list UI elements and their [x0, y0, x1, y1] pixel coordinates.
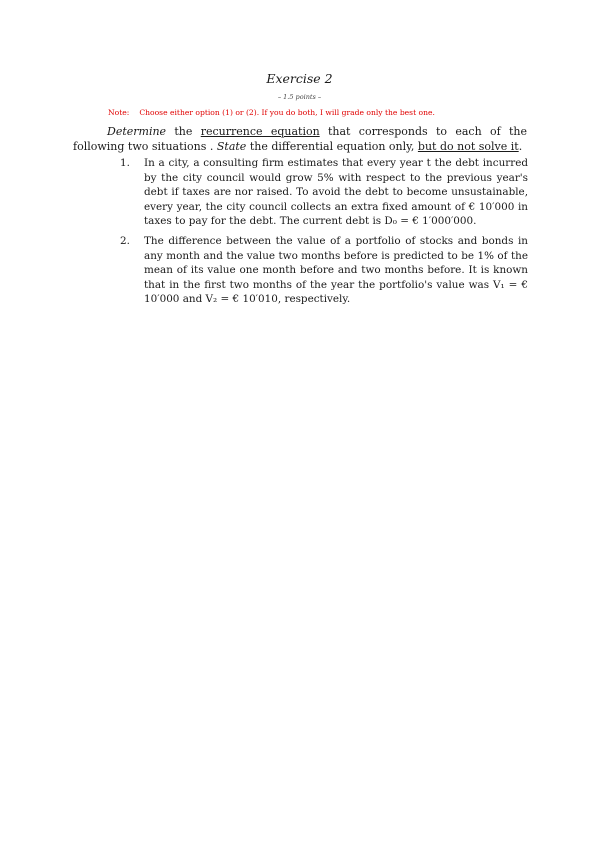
intro-do-not-solve: but do not solve it — [417, 140, 519, 153]
note — [108, 108, 435, 117]
note-text: Choose either option (1) or (2). If you do both, I will grade only the best one. — [139, 108, 435, 117]
item-text: The difference between the value of a portfolio of stocks and bonds in any month and the value two months before is predicted to be 1% of the mean of its value one month before and two months before. It is known that in the first two months of the year the portfolio's value was V₁ = € 10′000 and V₂ = € 10′010, respectively. — [144, 234, 528, 306]
item-number: 2. — [120, 234, 130, 247]
intro-middle: that corresponds to each of the following two situations . — [73, 125, 527, 153]
situation-list — [120, 156, 528, 312]
intro-determine: Determine — [107, 125, 167, 138]
list-item — [120, 156, 528, 229]
intro-paragraph — [73, 124, 527, 154]
intro-the: the — [166, 125, 201, 138]
note-label: Note: — [108, 108, 130, 117]
item-text: In a city, a consulting firm estimates that every year t the debt incurred by the city council would grow 5% with respect to the previous year's debt if taxes are nor raised. To avoid the debt to become unsustainable, every year, the city council collects an extra fixed amount of € 10′000 in taxes to pay for the debt. The current debt is D₀ = € 1′000′000. — [144, 157, 528, 228]
intro-state: State — [216, 140, 247, 153]
intro-after-state: the differential equation only, — [246, 140, 418, 153]
exercise-title: Exercise 2 — [266, 71, 333, 86]
list-item — [120, 234, 528, 307]
item-number: 1. — [120, 157, 130, 169]
intro-end: . — [518, 140, 523, 153]
exercise-points: – 1.5 points – — [277, 93, 322, 101]
intro-recurrence-equation: recurrence equation — [200, 125, 320, 138]
